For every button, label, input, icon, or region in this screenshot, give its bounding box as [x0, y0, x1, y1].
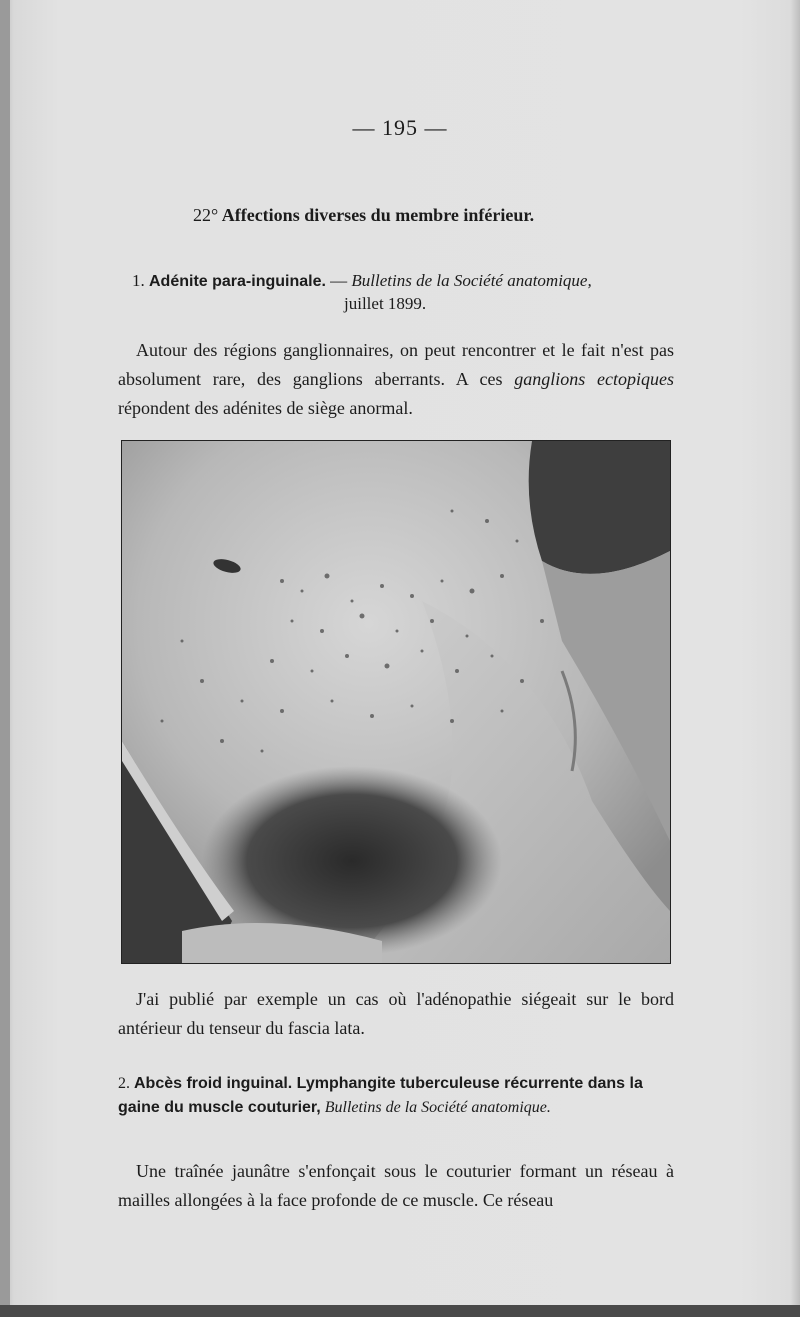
entry-1-title: Adénite para-inguinale.: [149, 273, 326, 290]
paragraph-1-italic: ganglions ectopiques: [514, 369, 674, 389]
entry-1-number: 1.: [132, 271, 145, 290]
entry-1-dash: —: [325, 271, 352, 290]
page-gutter: [0, 0, 10, 1317]
section-title: Affections diverses du membre inférieur.: [221, 205, 535, 225]
section-heading: [193, 205, 534, 226]
entry-2-citation: Bulletins de la Société anatomique.: [324, 1099, 551, 1116]
paragraph-1-text: Autour des régions ganglionnaires, on peut rencontrer et le fait n'est pas absolument rare, des ganglions aberrants. A ces: [118, 340, 674, 389]
paragraph-3: Une traînée jaunâtre s'enfonçait sous le couturier formant un réseau à mailles allongées à la face profonde de ce muscle. Ce réseau: [118, 1161, 674, 1210]
entry-2-title: Abcès froid inguinal. Lymphangite tuberculeuse récurrente dans la gaine du muscle couturier,: [118, 1075, 643, 1116]
section-number: 22°: [193, 205, 219, 225]
page-number: — 195 —: [352, 115, 448, 140]
entry-2-number: 2.: [118, 1075, 130, 1092]
entry-1-citation: Bulletins de la Société anatomique,: [351, 271, 592, 290]
entry-2-heading: [118, 1072, 688, 1120]
paragraph-1-text-end: répondent des adénites de siège anormal.: [118, 398, 413, 418]
scan-bottom-edge: [0, 1305, 800, 1317]
paragraph-2: J'ai publié par exemple un cas où l'adénopathie siégeait sur le bord antérieur du tenseur du fascia lata.: [118, 989, 674, 1038]
clinical-photograph: [121, 440, 671, 964]
entry-1-heading: [132, 270, 692, 315]
entry-1-date: juillet 1899.: [344, 294, 427, 313]
paragraph-1: [118, 336, 674, 423]
photograph-image: [122, 441, 670, 963]
